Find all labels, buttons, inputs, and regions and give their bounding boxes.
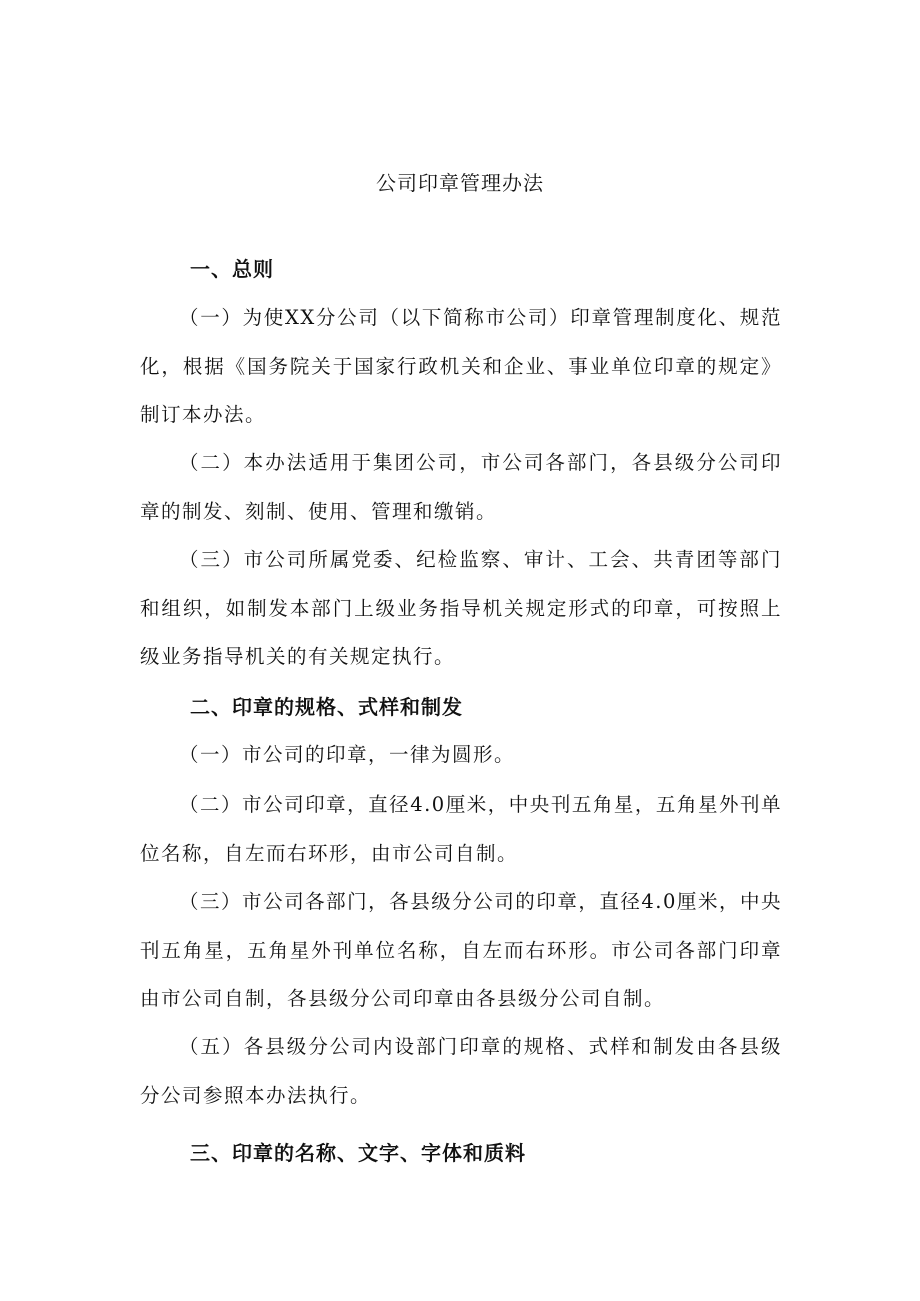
paragraph-2-5: （五）各县级分公司内设部门印章的规格、式样和制发由各县级分公司参照本办法执行。 [140, 1035, 782, 1107]
paragraph-2-3: （三）市公司各部门，各县级分公司的印章，直径4.0厘米，中央刊五角星，五角星外刊单位名称，自左而右环形。市公司各部门印章由市公司自制，各县级分公司印章由各县级分公司自制。 [140, 890, 782, 1010]
section-heading-1: 一、总则 [190, 257, 274, 281]
paragraph-1-1: （一）为使XX分公司（以下简称市公司）印章管理制度化、规范化，根据《国务院关于国家行政机关和企业、事业单位印章的规定》制订本办法。 [140, 306, 782, 426]
paragraph-1-3: （三）市公司所属党委、纪检监察、审计、工会、共青团等部门和组织，如制发本部门上级业务指导机关规定形式的印章，可按照上级业务指导机关的有关规定执行。 [140, 548, 782, 668]
paragraph-2-1: （一）市公司的印章，一律为圆形。 [179, 743, 516, 766]
paragraph-2-2: （二）市公司印章，直径4.0厘米，中央刊五角星，五角星外刊单位名称，自左而右环形，由市公司自制。 [140, 793, 782, 865]
document-title: 公司印章管理办法 [376, 171, 544, 195]
section-heading-3: 三、印章的名称、文字、字体和质料 [190, 1141, 526, 1165]
section-heading-2: 二、印章的规格、式样和制发 [190, 695, 463, 719]
paragraph-1-2: （二）本办法适用于集团公司，市公司各部门，各县级分公司印章的制发、刻制、使用、管理和缴销。 [140, 451, 782, 523]
